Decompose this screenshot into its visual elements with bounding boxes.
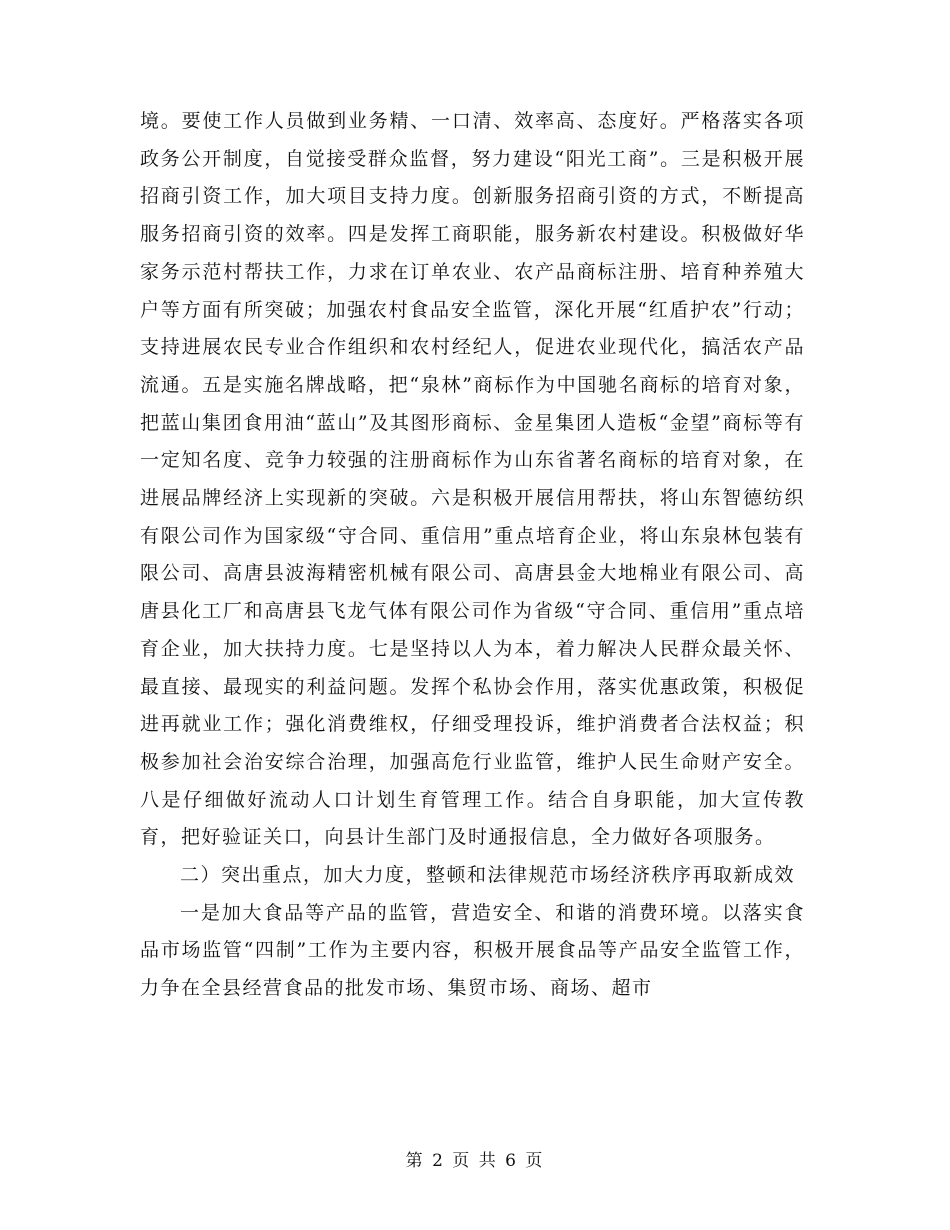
paragraph-continued: 境。要使工作人员做到业务精、一口清、效率高、态度好。严格落实各项政务公开制度，自觉接受群众监督，努力建设“阳光工商”。三是积极开展招商引资工作，加大项目支持力度。创新服务招商引资的方式，不断提高服务招商引资的效率。四是发挥工商职能，服务新农村建设。积极做好华家务示范村帮扶工作，力求在订单农业、农产品商标注册、培育种养殖大户等方面有所突破；加强农村食品安全监管，深化开展“红盾护农”行动；支持进展农民专业合作组织和农村经纪人，促进农业现代化，搞活农产品流通。五是实施名牌战略，把“泉林”商标作为中国驰名商标的培育对象，把蓝山集团食用油“蓝山”及其图形商标、金星集团人造板“金望”商标等有一定知名度、竞争力较强的注册商标作为山东省著名商标的培育对象，在进展品牌经济上实现新的突破。六是积极开展信用帮扶，将山东智德纺织有限公司作为国家级“守合同、重信用”重点培育企业，将山东泉林包装有限公司、高唐县波海精密机械有限公司、高唐县金大地棉业有限公司、高唐县化工厂和高唐县飞龙气体有限公司作为省级“守合同、重信用”重点培育企业，加大扶持力度。七是坚持以人为本，着力解决人民群众最关怀、最直接、最现实的利益问题。发挥个私协会作用，落实优惠政策，积极促进再就业工作；强化消费维权，仔细受理投诉，维护消费者合法权益；积极参加社会治安综合治理，加强高危行业监管，维护人民生命财产安全。八是仔细做好流动人口计划生育管理工作。结合自身职能，加大宣传教育，把好验证关口，向县计生部门及时通报信息，全力做好各项服务。 (140, 110, 805, 849)
paragraph-section-body: 一是加大食品等产品的监管，营造安全、和谐的消费环境。以落实食品市场监管“四制”工作为主要内容，积极开展食品等产品安全监管工作，力争在全县经营食品的批发市场、集贸市场、商场、超市 (140, 901, 805, 1000)
document-body (140, 103, 805, 1008)
section-heading: 二）突出重点，加大力度，整顿和法律规范市场经济秩序再取新成效 (180, 864, 796, 887)
page-number-footer: 第 2 页 共 6 页 (405, 1151, 545, 1171)
